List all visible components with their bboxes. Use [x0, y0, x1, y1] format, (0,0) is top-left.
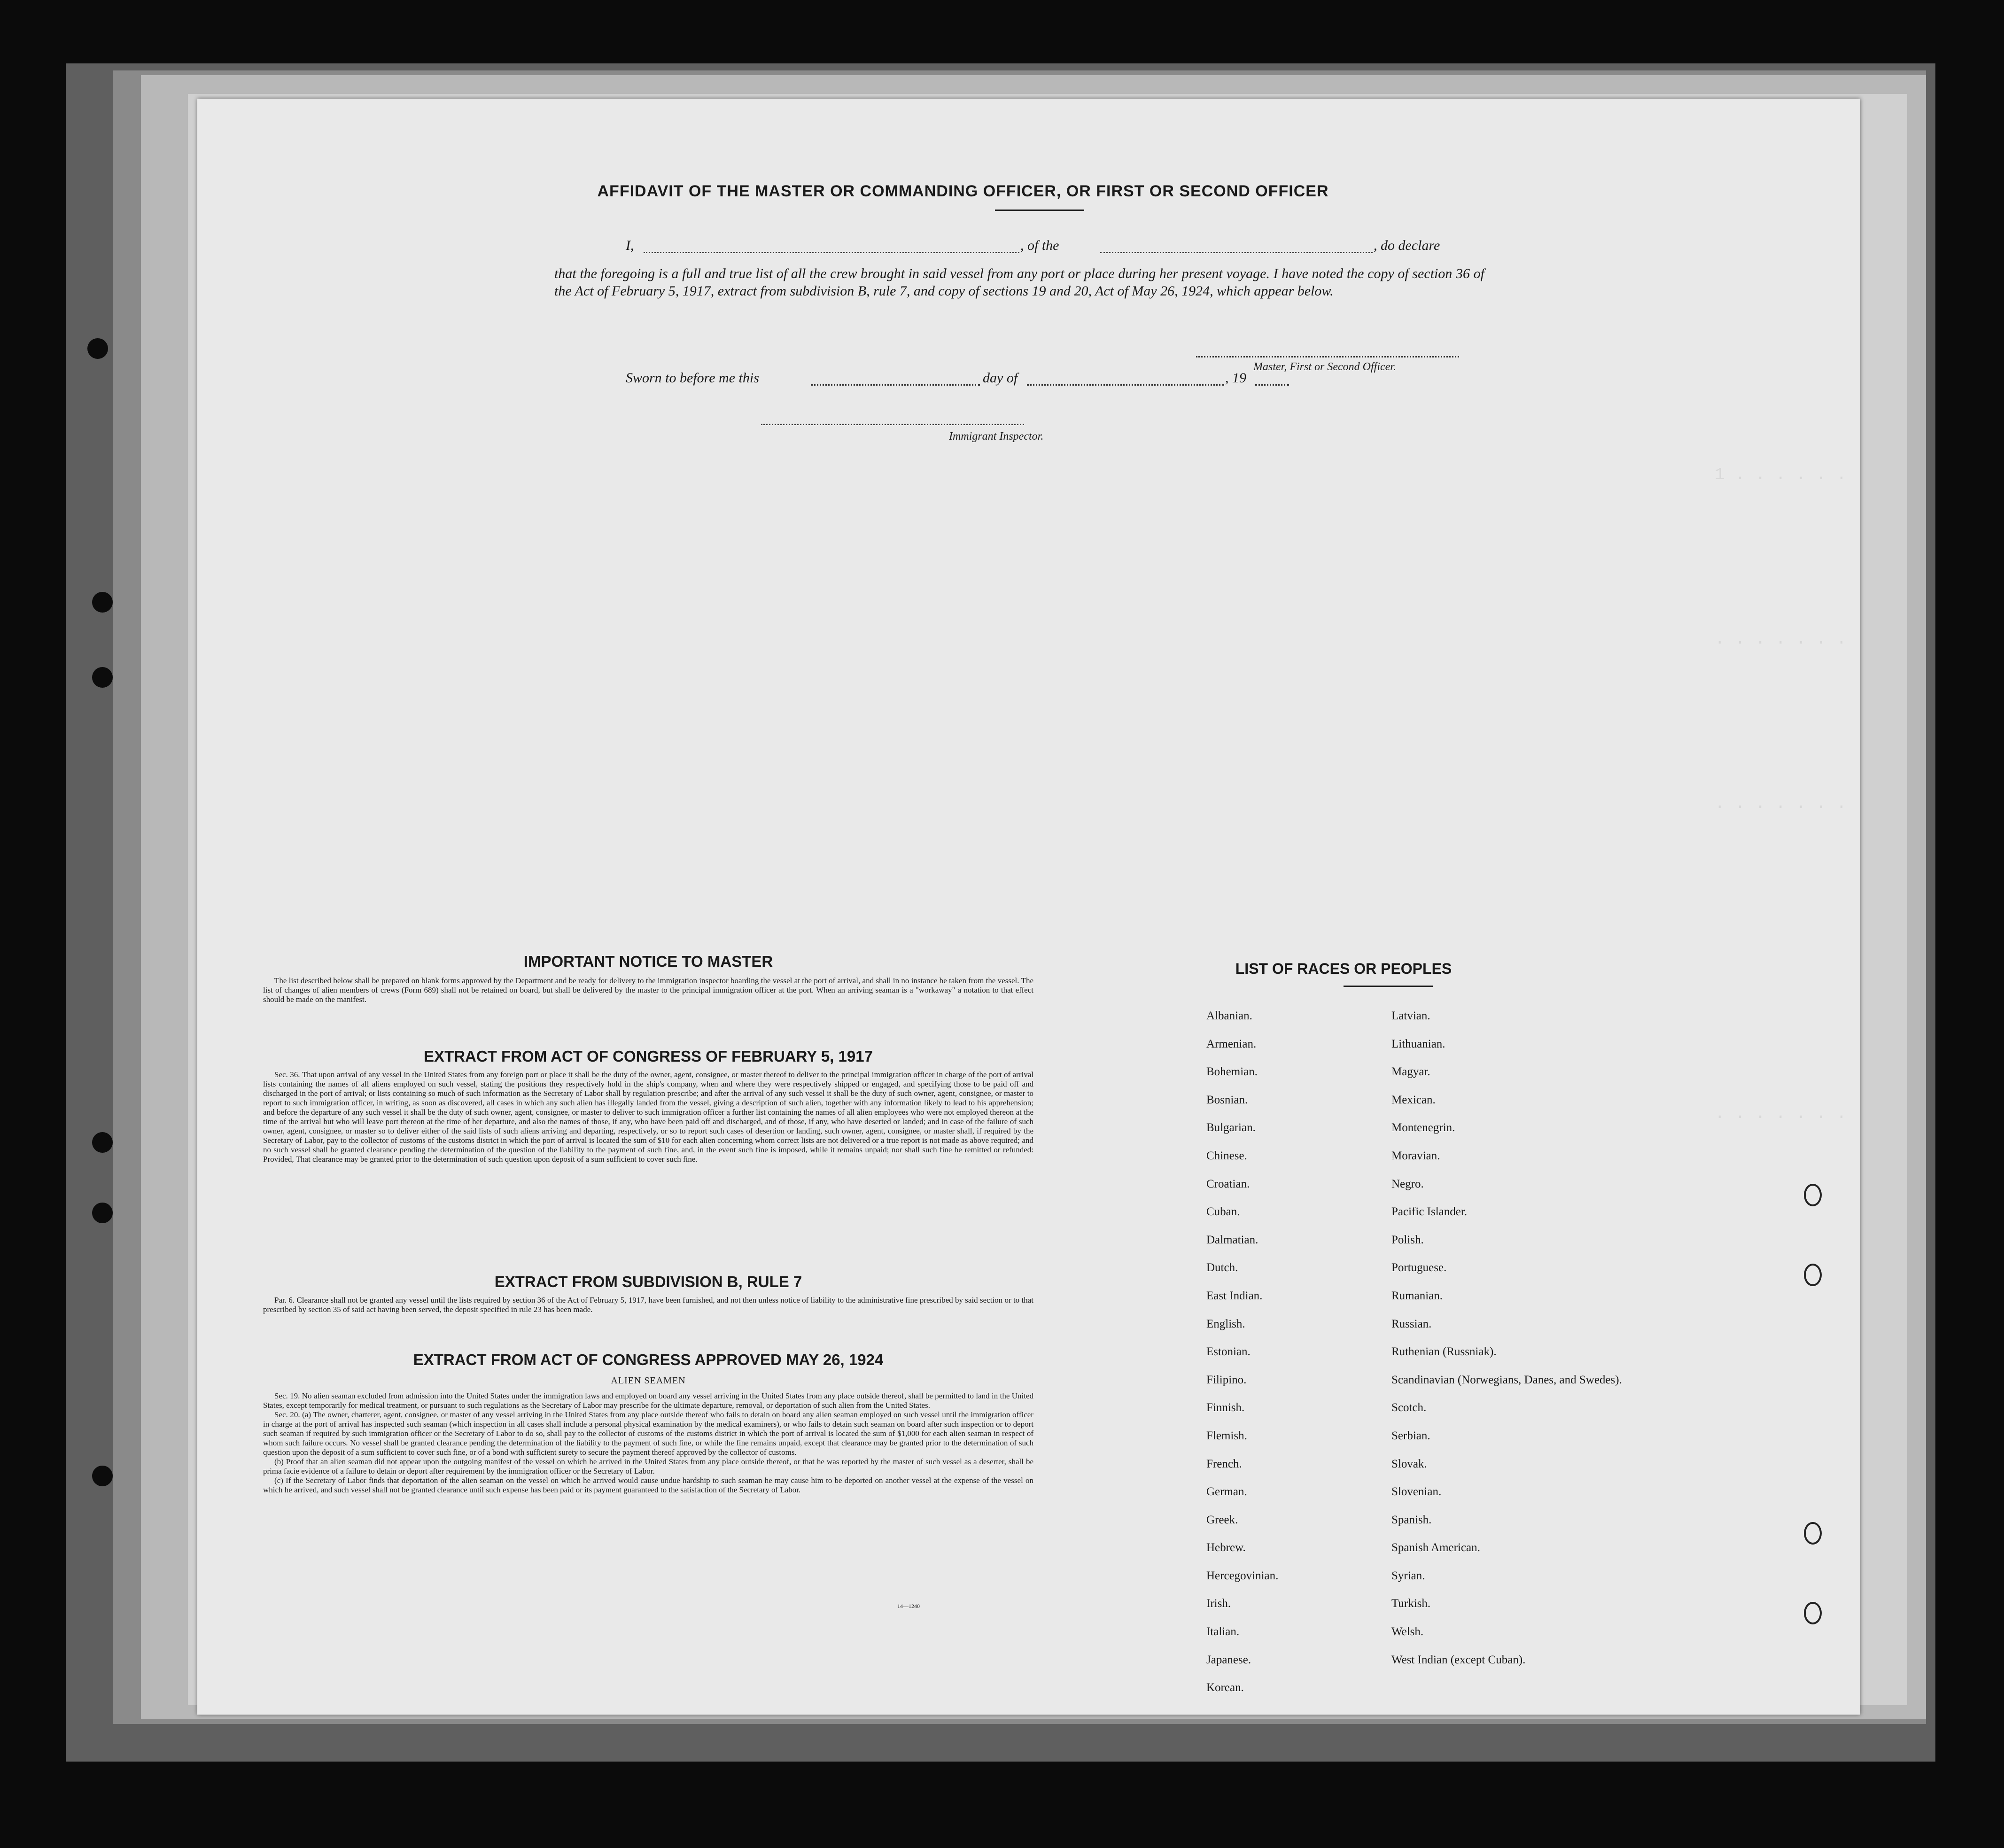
section-20c-paragraph: (c) If the Secretary of Labor finds that deportation of the alien seaman on the vessel on which he arrived would cause undue hardship to such seaman he may cause him to be deported on another vessel at the expense of the vessel on which he arrived, and such vessel shall not be granted clearance until such expense has been paid or its payment guaranteed to the satisfaction of the Secretary of Labor. — [263, 1476, 1033, 1494]
race-item: Polish. — [1391, 1233, 1424, 1246]
race-item: Italian. — [1206, 1625, 1240, 1638]
punch-hole — [87, 338, 108, 359]
races-list-right — [1391, 1009, 1622, 1681]
race-item: Spanish American. — [1391, 1541, 1480, 1554]
races-title-rule — [1344, 986, 1433, 987]
race-item: Turkish. — [1391, 1597, 1431, 1610]
race-item: Latvian. — [1391, 1009, 1430, 1022]
race-item: Spanish. — [1391, 1513, 1432, 1526]
extract-1917-text — [263, 1070, 1033, 1164]
race-item: German. — [1206, 1485, 1247, 1499]
race-item: Irish. — [1206, 1597, 1231, 1610]
notice-title: IMPORTANT NOTICE TO MASTER — [523, 953, 773, 970]
year-label: , 19 — [1225, 370, 1246, 386]
punch-hole — [92, 667, 113, 688]
race-item: Slovak. — [1391, 1457, 1427, 1470]
affidavit-statement: that the foregoing is a full and true list of all the crew brought in said vessel from any port or place during her present voyage. I have noted the copy of section 36 of the Act of February 5, 1917, extract from subdivision B, rule 7, and copy of sections 19 and 20, Act of May 26, 1924, which appear below. — [554, 266, 1484, 299]
declare-label: , do declare — [1374, 238, 1440, 253]
race-item: Montenegrin. — [1391, 1121, 1455, 1134]
day-of-label: day of — [983, 370, 1018, 386]
race-item: Scotch. — [1391, 1401, 1427, 1414]
race-item: Negro. — [1391, 1177, 1424, 1190]
section-20b-paragraph: (b) Proof that an alien seaman did not appear upon the outgoing manifest of the vessel on which he arrived in the United States from any place outside thereof, or that he was reported by the master of such vessel as a deserter, shall be prima facie evidence of a failure to detain or deport after requirement by the immigration officer or the Secretary of Labor. — [263, 1457, 1033, 1475]
race-item: Slovenian. — [1391, 1485, 1442, 1499]
race-item: Bosnian. — [1206, 1093, 1248, 1106]
sworn-year-line[interactable] — [1255, 384, 1289, 386]
affidavit-page: 1 . . . . . . . . . . . . . . . . . . . . . . . . . . . AFFIDAVIT OF THE MASTER OR COMMANDING OFFICER, OR FIRST OR SECOND OFFICER I, , of the , do declare that the foregoing is a full and true list of all the crew brought in said vessel from any port or place during her present voyage. I have noted the copy of section 36 of the Act of February 5, 1917, extract from subdivision B, rule 7, and copy of sections 19 and 20, Act of May 26, 1924, which appear below. Master, First or Second Officer. Sworn to before me this day of , 19 Immigrant Inspector. IMPORTANT NOTICE TO MASTER The list described below shall be prepared on blank forms approved by the Department and be ready for delivery to the immigration inspector boarding the vessel at the port of arrival, and shall in no instance be taken from the vessel. The list of changes of alien members of crews (Form 689) shall not be retained on board, but shall be delivered by the master to the principal immigration officer at the port. When an arriving seaman is a "workaway" a notation to that effect should be made on the manifest. EXTRACT FROM ACT OF CONGRESS OF FEBRUARY 5, 1917 Sec. 36. That upon arrival of any vessel in the United States from any foreign port or place it shall be the duty of the owner, agent, consignee, or master thereof to deliver to the principal immigration officer in charge of the port of arrival lists containing the names of all aliens employed on such vessel, stating the positions they respectively hold in the ship's company, when and where they were respectively shipped or engaged, and specifying those to be paid off and discharged in the port of arrival; or lists containing so much of such information as the Secretary of Labor shall by regulation prescribe; and after the arrival of any such vessel it shall be the duty of such owner, agent, consignee, or master to report to such immigration officer, in writing, as soon as discovered, all cases in which any such alien has illegally landed from the vessel, giving a description of such alien, together with any information likely to lead to his apprehension; and before the departure of any such vessel it shall be the duty of such owner, agent, consignee, or master to deliver to such immigration officer a further list containing the names of all alien employees who were not employed thereon at the time of the arrival but who will leave port thereon at the time of her departure, and also the names of those, if any, who have been paid off and discharged, and of those, if any, who have deserted or landed; and in case of the failure of such owner, agent, consignee, or master so to deliver either of the said lists of such aliens arriving and departing, respectively, or so to report such cases of desertion or landing, such owner, agent, consignee, or master shall, if required by the Secretary of Labor, pay to the collector of customs of the customs district in which the port of arrival is located the sum of $10 for each alien concerning whom correct lists are not delivered or a true report is not made as above required; and no such vessel shall be granted clearance pending the determination of the question of the liability to the payment of such fine, and, in the event such fine is imposed, while it remains unpaid; nor shall such fine be remitted or refunded: Provided, That clearance may be granted prior to the determination of such question upon deposit of a sum sufficient to cover such fine. EXTRACT FROM SUBDIVISION B, RULE 7 Par. 6. Clearance shall not be granted any vessel until the lists required by section 36 of the Act of February 5, 1917, have been furnished, and not then unless notice of liability to the administrative fine prescribed by said section or to that prescribed by section 35 of said act having been served, the deposit specified in rule 23 has been made. EXTRACT FROM ACT OF CONGRESS APPROVED MAY 26, 1924 ALIEN SEAMEN Sec. 19. No alien seaman excluded from admission into the United States under the immigration laws and employed on board any vessel arriving in the United States from any place outside thereof, shall be permitted to land in the United States, except temporarily for medical treatment, or pursuant to such regulations as the Secretary of Labor may prescribe for the ultimate departure, removal, or deportation of such alien from the United States. Sec. 20. (a) The owner, charterer, agent, consignee, or master of any vessel arriving in the United States from any place outside thereof who fails to detain on board any alien seaman employed on such vessel until the immigration officer in charge at the port of arrival has inspected such seaman (which inspection in all cases shall include a personal physical examination by the medical examiners), or who fails to detain such seaman on board after such inspection or to deport such seaman if required by such immigration officer or the Secretary of Labor to do so, shall pay to the collector of customs of the customs district in which the port of arrival is located the sum of $1,000 for each alien seaman in respect of whom such failure occurs. No vessel shall be granted clearance pending the determination of the liability to the payment of such fine, or while the fine remains unpaid, except that clearance may be granted prior to the determination of such question upon the deposit of a sum sufficient to cover such fine, or of a bond with sufficient surety to secure the payment thereof approved by the collector of customs. (b) Proof that an alien seaman did not appear upon the outgoing manifest of the vessel on which he arrived in the United States from any place outside thereof, or that he was reported by the master of such vessel as a deserter, shall be prima facie evidence of a failure to detain or deport after requirement by the immigration officer or the Secretary of Labor. (c) If the Secretary of Labor finds that deportation of the alien seaman on the vessel on which he arrived would cause undue hardship to such seaman he may cause him to be deported on another vessel at the expense of the vessel on which he arrived, and such vessel shall not be granted clearance until such expense has been paid or its payment guaranteed to the satisfaction of the Secretary of Labor. 14—1240 LIST OF RACES OR PEOPLES Albanian. Armenian. Bohemian. Bosnian. Bulgarian. Chinese. Croatian. Cuban. Dalmatian. Dutch. East Indian. English. Estonian. Filipino. Finnish. Flemish. French. German. Greek. Hebrew. Hercegovinian. Irish. Italian. Japanese. Korean. Latvian. Lithuanian. Magyar. Mexican. Montenegrin. Moravian. Negro. Pacific Islander. Polish. Portuguese. Rumanian. Russian. Ruthenian (Russniak). Scandinavian (Norwegians, Danes, and Swedes). Scotch. Serbian. Slovak. Slovenian. Spanish. Spanish American. Syrian. Turkish. Welsh. West Indian (except Cuban). — [197, 99, 1860, 1715]
alien-seamen-heading: ALIEN SEAMEN — [611, 1375, 686, 1386]
race-item: West Indian (except Cuban). — [1391, 1653, 1526, 1666]
race-item: Scandinavian (Norwegians, Danes, and Swedes). — [1391, 1373, 1622, 1386]
race-item: East Indian. — [1206, 1289, 1263, 1302]
sworn-month-line[interactable] — [1027, 384, 1224, 386]
punch-hole — [92, 592, 113, 613]
race-item: Hebrew. — [1206, 1541, 1246, 1554]
race-item: Bohemian. — [1206, 1065, 1258, 1079]
extract-1924-title: EXTRACT FROM ACT OF CONGRESS APPROVED MAY 26, 1924 — [413, 1351, 884, 1368]
vessel-name-line[interactable] — [1100, 252, 1373, 253]
race-item: Armenian. — [1206, 1037, 1257, 1050]
inspector-caption: Immigrant Inspector. — [949, 430, 1044, 443]
notice-paragraph: The list described below shall be prepared on blank forms approved by the Department and be ready for delivery to the immigration inspector boarding the vessel at the port of arrival, and shall in no instance be taken from the vessel. The list of changes of alien members of crews (Form 689) shall not be retained on board, but shall be delivered by the master to the principal immigration officer at the port. When an arriving seaman is a "workaway" a notation to that effect should be made on the manifest. — [263, 976, 1033, 1004]
race-item: Chinese. — [1206, 1149, 1247, 1162]
race-item: Serbian. — [1391, 1429, 1430, 1442]
notice-text — [263, 976, 1033, 1004]
race-item: Flemish. — [1206, 1429, 1247, 1442]
race-item: Dutch. — [1206, 1261, 1238, 1274]
race-item: Finnish. — [1206, 1401, 1245, 1414]
race-item: Japanese. — [1206, 1653, 1251, 1666]
extract-rule7-title: EXTRACT FROM SUBDIVISION B, RULE 7 — [494, 1273, 802, 1290]
race-item: Welsh. — [1391, 1625, 1424, 1638]
race-item: Greek. — [1206, 1513, 1238, 1526]
race-item: Albanian. — [1206, 1009, 1252, 1022]
race-item: Korean. — [1206, 1681, 1244, 1694]
race-item: Mexican. — [1391, 1093, 1436, 1106]
race-item: Cuban. — [1206, 1205, 1240, 1219]
paragraph-6: Par. 6. Clearance shall not be granted any vessel until the lists required by section 36 of the Act of February 5, 1917, have been furnished, and not then unless notice of liability to the administrative fine prescribed by said section or to that prescribed by section 35 of said act having been served, the deposit specified in rule 23 has been made. — [263, 1296, 1033, 1314]
race-item: Portuguese. — [1391, 1261, 1447, 1274]
declarant-name-line[interactable] — [644, 252, 1019, 253]
declarant-label: I, — [626, 238, 634, 253]
race-item: English. — [1206, 1317, 1245, 1330]
extract-rule7-text — [263, 1296, 1033, 1314]
master-signature-line[interactable] — [1196, 356, 1459, 357]
section-36-paragraph: Sec. 36. That upon arrival of any vessel in the United States from any foreign port or place it shall be the duty of the owner, agent, consignee, or master thereof to deliver to the principal immigration officer in charge of the port of arrival lists containing the names of all aliens employed on such vessel, stating the positions they respectively hold in the ship's company, when and where they were respectively shipped or engaged, and specifying those to be paid off and discharged in the port of arrival; or lists containing so much of such information as the Secretary of Labor shall by regulation prescribe; and after the arrival of any such vessel it shall be the duty of such owner, agent, consignee, or master to report to such immigration officer, in writing, as soon as discovered, all cases in which any such alien has illegally landed from the vessel, giving a description of such alien, together with any information likely to lead to his apprehension; and before the departure of any such vessel it shall be the duty of such owner, agent, consignee, or master to deliver to such immigration officer a further list containing the names of all alien employees who were not employed thereon at the time of the arrival but who will leave port thereon at the time of her departure, and also the names of those, if any, who have been paid off and discharged, and of those, if any, who have deserted or landed; and in case of the failure of such owner, agent, consignee, or master so to deliver either of the said lists of such aliens arriving and departing, respectively, or so to report such cases of desertion or landing, such owner, agent, consignee, or master shall, if required by the Secretary of Labor, pay to the collector of customs of the customs district in which the port of arrival is located the sum of $10 for each alien concerning whom correct lists are not delivered or a true report is not made as above required; and no such vessel shall be granted clearance pending the determination of the question of the liability to the payment of such fine, and, in the event such fine is imposed, while it remains unpaid; nor shall such fine be remitted or refunded: Provided, That clearance may be granted prior to the determination of such question upon deposit of a sum sufficient to cover such fine. — [263, 1070, 1033, 1164]
title-rule — [995, 210, 1084, 211]
race-item: Russian. — [1391, 1317, 1432, 1330]
race-item: Filipino. — [1206, 1373, 1247, 1386]
race-item: Lithuanian. — [1391, 1037, 1445, 1050]
punch-hole — [92, 1203, 113, 1223]
extract-1924-text — [263, 1391, 1033, 1495]
races-list-left — [1206, 1009, 1278, 1709]
section-19-paragraph: Sec. 19. No alien seaman excluded from admission into the United States under the immigration laws and employed on board any vessel arriving in the United States from any place outside thereof, shall be permitted to land in the United States, except temporarily for medical treatment, or pursuant to such regulations as the Secretary of Labor may prescribe for the ultimate departure, removal, or deportation of such alien from the United States. — [263, 1391, 1033, 1410]
race-item: Bulgarian. — [1206, 1121, 1256, 1134]
binder-ring-mark — [1804, 1264, 1822, 1286]
race-item: Magyar. — [1391, 1065, 1430, 1079]
race-item: Estonian. — [1206, 1345, 1251, 1359]
section-20a-paragraph: Sec. 20. (a) The owner, charterer, agent, consignee, or master of any vessel arriving in the United States from any place outside thereof who fails to detain on board any alien seaman employed on such vessel until the immigration officer in charge at the port of arrival has inspected such seaman (which inspection in all cases shall include a personal physical examination by the medical examiners), or who fails to detain such seaman on board after such inspection or to deport such seaman if required by such immigration officer or the Secretary of Labor to do so, shall pay to the collector of customs of the customs district in which the port of arrival is located the sum of $1,000 for each alien seaman in respect of whom such failure occurs. No vessel shall be granted clearance pending the determination of the liability to the payment of such fine, or while the fine remains unpaid, except that clearance may be granted prior to the determination of such question upon the deposit of a sum sufficient to cover such fine, or of a bond with sufficient surety to secure the payment thereof approved by the collector of customs. — [263, 1410, 1033, 1457]
extract-1917-title: EXTRACT FROM ACT OF CONGRESS OF FEBRUARY 5, 1917 — [424, 1048, 873, 1065]
race-item: Dalmatian. — [1206, 1233, 1258, 1246]
race-item: Pacific Islander. — [1391, 1205, 1468, 1219]
sworn-label: Sworn to before me this — [626, 370, 759, 386]
inspector-signature-line[interactable] — [761, 424, 1024, 425]
race-item: Hercegovinian. — [1206, 1569, 1279, 1582]
races-title: LIST OF RACES OR PEOPLES — [1235, 960, 1452, 977]
race-item: Moravian. — [1391, 1149, 1440, 1162]
race-item: Syrian. — [1391, 1569, 1425, 1582]
form-number: 14—1240 — [897, 1603, 920, 1609]
affidavit-title: AFFIDAVIT OF THE MASTER OR COMMANDING OFFICER, OR FIRST OR SECOND OFFICER — [597, 182, 1329, 200]
binder-ring-mark — [1804, 1184, 1822, 1206]
master-caption: Master, First or Second Officer. — [1253, 361, 1396, 373]
binder-ring-mark — [1804, 1522, 1822, 1545]
punch-hole — [92, 1466, 113, 1486]
vessel-label: , of the — [1020, 238, 1059, 253]
race-item: Rumanian. — [1391, 1289, 1443, 1302]
race-item: Ruthenian (Russniak). — [1391, 1345, 1497, 1359]
punch-hole — [92, 1132, 113, 1153]
race-item: French. — [1206, 1457, 1242, 1470]
binder-ring-mark — [1804, 1602, 1822, 1624]
race-item: Croatian. — [1206, 1177, 1250, 1190]
sworn-date-line[interactable] — [811, 384, 980, 386]
